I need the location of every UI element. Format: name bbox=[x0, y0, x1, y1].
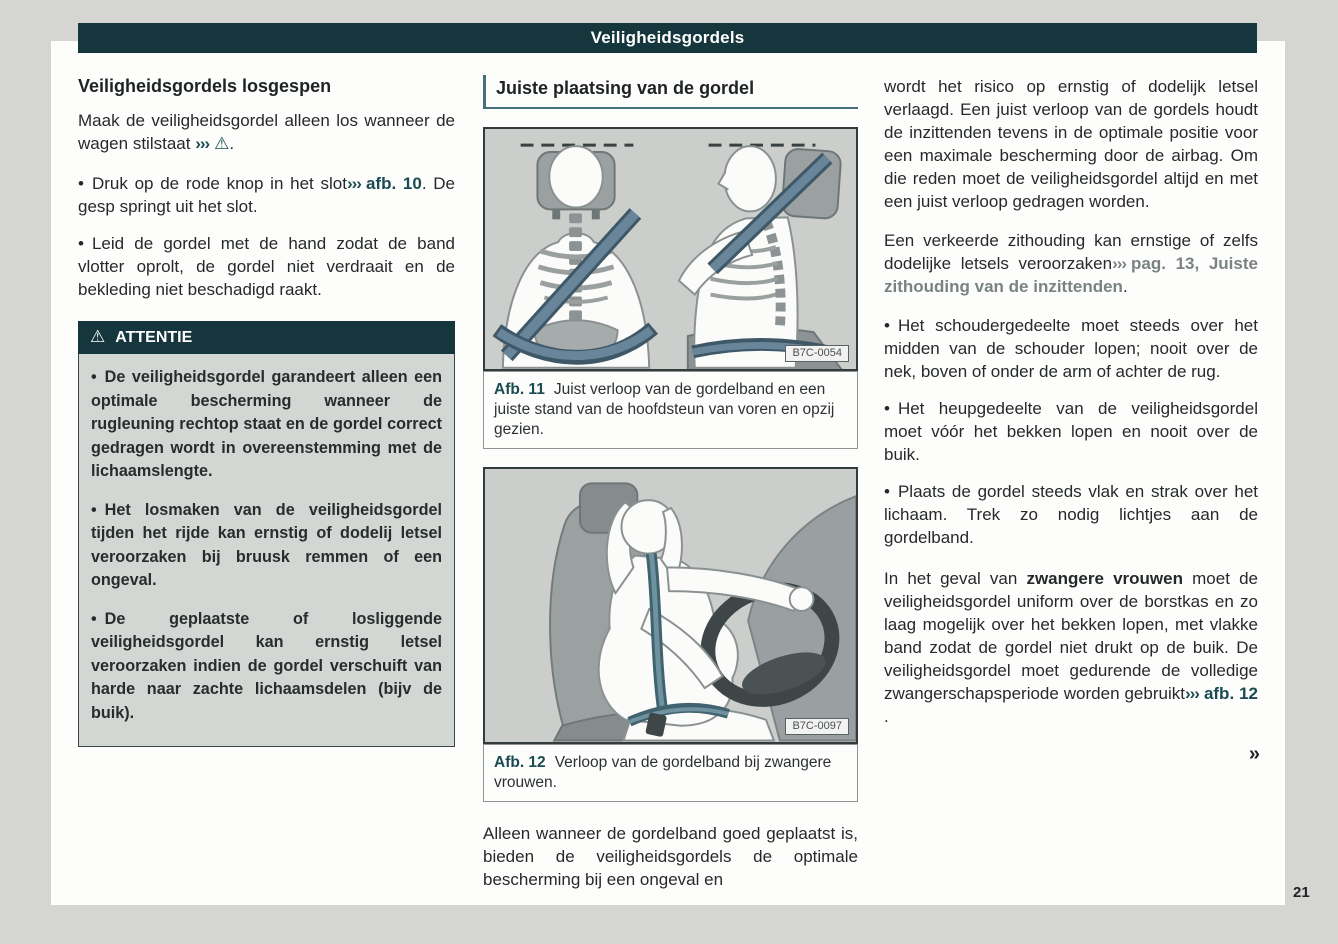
right-column bbox=[884, 75, 1260, 765]
cross-ref-link-afb10[interactable]: afb. 10 bbox=[365, 174, 422, 193]
cross-ref-arrows: ››› bbox=[1184, 684, 1199, 703]
page-continuation-icon: » bbox=[1248, 743, 1260, 765]
section-heading-losgespen: Veiligheidsgordels losgespen bbox=[78, 76, 332, 96]
cross-ref-link-afb12[interactable]: afb. 12 bbox=[1203, 684, 1259, 703]
cross-ref-arrows: ››› bbox=[346, 174, 361, 193]
paragraph-zwangere-vrouwen: In het geval van zwangere vrouwen moet de veiligheidsgordel uniform over de borstkas en zo laag mogelijk over het bekken lopen, met vlakke band zodat de gordel niet drukt op de buik. De veiligheidsgordel moet gedurende de volledige zwangerschapsperiode worden gebruikt››› afb. 12 . bbox=[884, 569, 1259, 726]
page-number: 21 bbox=[1293, 884, 1310, 901]
bullet-marker: • bbox=[78, 234, 84, 253]
bold-term: zwangere vrouwen bbox=[1026, 569, 1183, 588]
bullet-marker: • bbox=[91, 500, 97, 519]
paragraph-zithouding: Een verkeerde zithouding kan ernstige of zelfs dodelijke letsels veroorzaken››› pag. 13, Juiste zithouding van de inzittenden. bbox=[884, 231, 1258, 296]
figure-11-caption: Afb. 11 Juist verloop van de gordelband en een juiste stand van de hoofdsteun van voren en opzij gezien. bbox=[483, 371, 858, 449]
bullet-marker: • bbox=[884, 482, 890, 501]
warning-triangle-icon: ⚠ bbox=[90, 327, 106, 347]
bullet-marker: • bbox=[78, 174, 84, 193]
left-column bbox=[78, 75, 455, 747]
list-item: • De veiligheidsgordel garandeert alleen een optimale bescherming wanneer de rugleuning rechtop staat en de gordel correct gedragen wordt in overeenstemming met de lichaamslengte. bbox=[91, 368, 442, 480]
list-item: • Het losmaken van de veiligheidsgordel tijden het rijde kan ernstig of dodelij letsel veroorzaken bij bruusk remmen of een ongeval. bbox=[91, 500, 442, 589]
list-item: • Leid de gordel met de hand zodat de band vlotter oprolt, de gordel niet verdraait en de bekleding niet beschadigd raakt. bbox=[78, 234, 455, 299]
figure-block-12 bbox=[483, 467, 858, 802]
figure-code-label: B7C-0097 bbox=[785, 718, 849, 735]
figure-block-11 bbox=[483, 127, 858, 449]
cross-ref-arrows: ››› bbox=[195, 134, 210, 153]
figure-code-label: B7C-0054 bbox=[785, 345, 849, 362]
figure-12-caption: Afb. 12 Verloop van de gordelband bij zwangere vrouwen. bbox=[483, 744, 858, 802]
chapter-header-bar bbox=[78, 23, 1257, 53]
cross-ref-arrows: ››› bbox=[1112, 254, 1127, 273]
bullet-marker: • bbox=[884, 399, 890, 418]
figure-12-pregnant-driver-illustration bbox=[483, 467, 858, 744]
warning-triangle-icon: ⚠ bbox=[214, 134, 230, 154]
figure-12-label: Afb. 12 bbox=[494, 754, 546, 771]
mid-paragraph: Alleen wanneer de gordelband goed geplaatst is, bieden de veiligheidsgordels de optimale bescherming bij een ongeval en bbox=[483, 824, 858, 889]
attention-box bbox=[78, 321, 455, 747]
section-heading-plaatsing: Juiste plaatsing van de gordel bbox=[483, 75, 858, 109]
cross-ref-link-pag13[interactable]: pag. 13, Juiste zithouding van de inzittenden bbox=[884, 254, 1258, 296]
list-item: • Het heupgedeelte van de veiligheidsgordel moet vóór het bekken lopen en nooit over de buik. bbox=[884, 399, 1258, 464]
figure-11-label: Afb. 11 bbox=[494, 381, 545, 398]
list-item: • Druk op de rode knop in het slot››› afb. 10. De gesp springt uit het slot. bbox=[78, 174, 455, 216]
bullet-marker: • bbox=[91, 368, 97, 386]
attention-header bbox=[78, 321, 455, 354]
list-item: • Plaats de gordel steeds vlak en strak over het lichaam. Trek zo nodig lichtjes aan de gordelband. bbox=[884, 482, 1258, 547]
list-item: • De geplaatste of losliggende veiligheidsgordel kan ernstig letsel veroorzaken indien de gordel verschuift van harde naar zachte lichaamsdelen (bijv de buik). bbox=[91, 609, 442, 722]
list-item: • Het schoudergedeelte moet steeds over het midden van de schouder lopen; nooit over de nek, boven of onder de arm of achter de rug. bbox=[884, 316, 1258, 381]
attention-body bbox=[78, 354, 455, 747]
intro-paragraph: Maak de veiligheidsgordel alleen los wanneer de wagen stilstaat ››› ⚠. bbox=[78, 111, 455, 154]
paragraph-airbag: wordt het risico op ernstig of dodelijk letsel verlaagd. Een juist verloop van de gordels houdt de inzittenden tevens in de optimale positie voor een maximale bescherming door de airbag. Om die reden moet de veiligheidsgordel altijd en met een juist verloop gedragen worden. bbox=[884, 77, 1258, 211]
middle-column bbox=[483, 75, 858, 907]
bullet-marker: • bbox=[91, 609, 97, 628]
figure-11-belt-routing-illustration bbox=[483, 127, 858, 371]
pregnant-woman-seatbelt-illustration bbox=[485, 469, 856, 742]
attention-title: ATTENTIE bbox=[115, 329, 193, 346]
seatbelt-skeleton-illustration bbox=[485, 129, 856, 369]
bullet-marker: • bbox=[884, 316, 890, 335]
chapter-title: Veiligheidsgordels bbox=[590, 28, 745, 47]
